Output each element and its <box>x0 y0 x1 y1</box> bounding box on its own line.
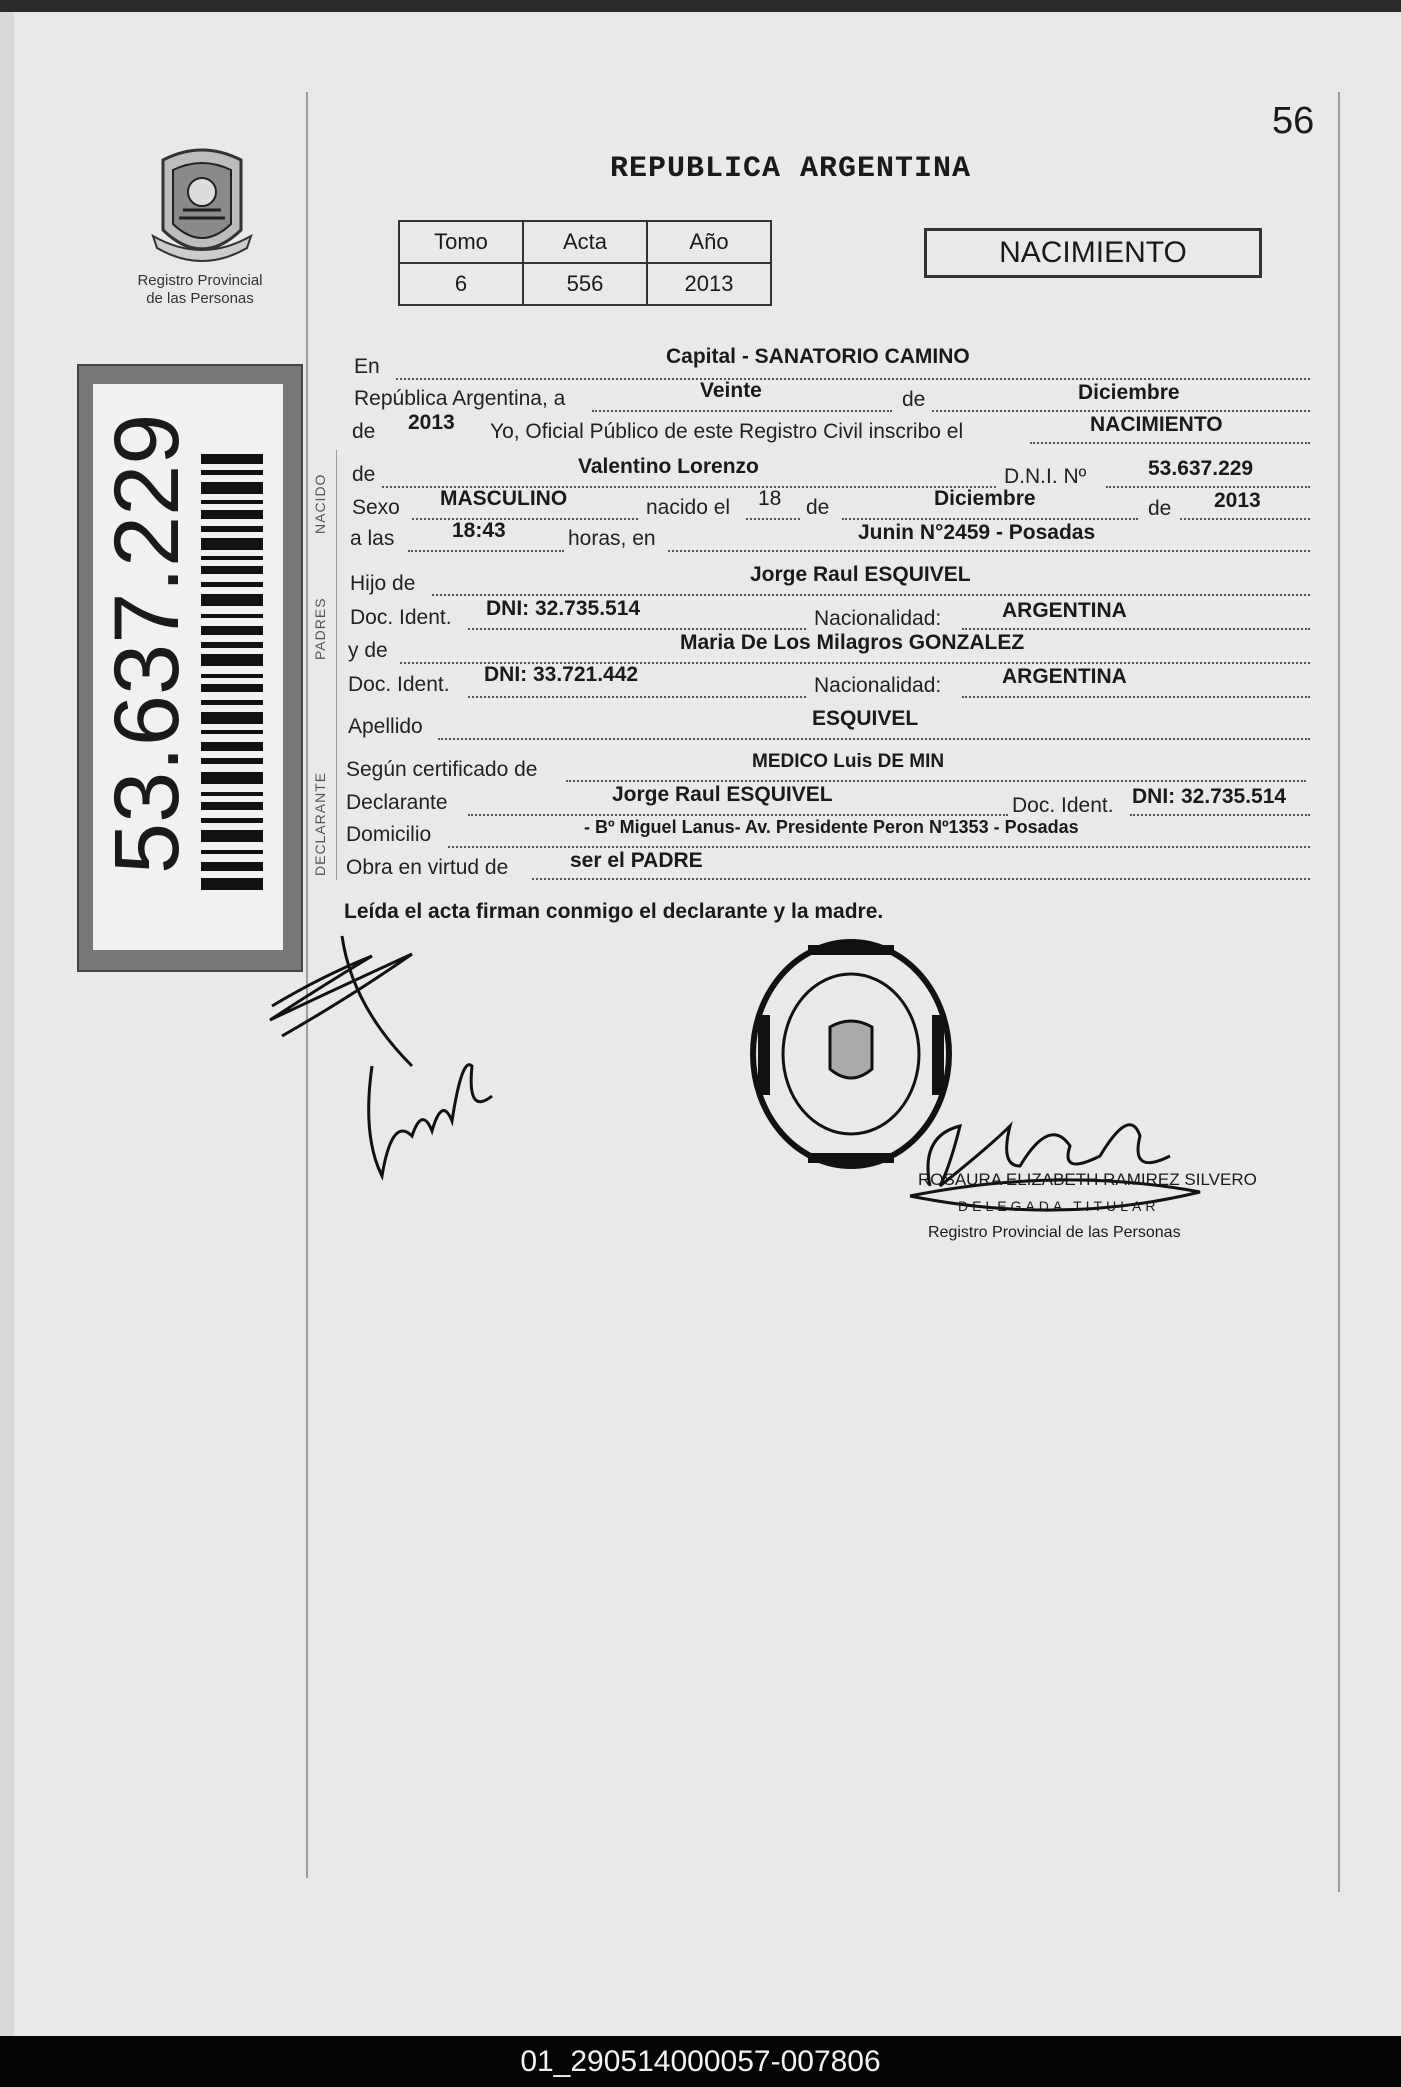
value-lugar-nacimiento: Junin N°2459 - Posadas <box>858 521 1096 544</box>
label-nacionalidad-padre: Nacionalidad: <box>814 607 942 630</box>
label-domicilio: Domicilio <box>346 823 432 846</box>
label-de-anio: de <box>352 420 376 443</box>
header-anio: Año <box>647 221 771 263</box>
value-nac-anio: 2013 <box>1214 489 1261 512</box>
value-anio: 2013 <box>647 263 771 305</box>
value-tomo: 6 <box>399 263 523 305</box>
mother-signature-icon <box>352 1036 512 1186</box>
section-label-declarante: DECLARANTE <box>312 771 328 876</box>
value-acta: 556 <box>523 263 647 305</box>
value-dni: 53.637.229 <box>1148 457 1254 480</box>
official-name: ROSAURA ELIZABETH RAMIREZ SILVERO <box>918 1170 1257 1189</box>
label-nacido-el: nacido el <box>646 496 731 519</box>
label-de-nombre: de <box>352 463 376 486</box>
label-certificado: Según certificado de <box>346 758 538 781</box>
label-hijo-de: Hijo de <box>350 572 416 595</box>
label-de-anio-nac: de <box>1148 497 1172 520</box>
section-label-nacido: NACIDO <box>312 473 328 534</box>
label-declarante-doc: Doc. Ident. <box>1012 794 1114 817</box>
value-madre: Maria De Los Milagros GONZALEZ <box>680 631 1025 654</box>
certificate-page <box>14 12 1401 2036</box>
footer-code: 01_290514000057-007806 <box>0 2036 1401 2087</box>
header-acta: Acta <box>523 221 647 263</box>
issuer-line1: Registro Provincial <box>137 272 263 289</box>
label-dni: D.N.I. Nº <box>1004 465 1087 488</box>
label-de: de <box>902 388 926 411</box>
barcode-icon <box>201 454 263 894</box>
record-table <box>398 220 772 306</box>
page-number: 56 <box>1272 100 1315 142</box>
value-inscribo: NACIMIENTO <box>1090 413 1223 436</box>
label-de-mes: de <box>806 496 830 519</box>
issuer-line2: de las Personas <box>146 290 254 307</box>
dni-sidebar-panel <box>93 384 283 950</box>
value-nac-mes: Diciembre <box>934 487 1036 510</box>
province-emblem-icon <box>143 140 261 268</box>
label-en: En <box>354 355 380 378</box>
value-hora: 18:43 <box>452 519 506 542</box>
value-mes: Diciembre <box>1078 381 1180 404</box>
value-nombre: Valentino Lorenzo <box>578 455 759 478</box>
label-y-de: y de <box>348 639 388 662</box>
value-madre-nacionalidad: ARGENTINA <box>1002 665 1127 688</box>
label-apellido: Apellido <box>348 715 423 738</box>
label-nacionalidad-madre: Nacionalidad: <box>814 674 942 697</box>
label-a-las: a las <box>350 527 395 550</box>
label-doc-ident-madre: Doc. Ident. <box>348 673 450 696</box>
header-tomo: Tomo <box>399 221 523 263</box>
label-doc-ident-padre: Doc. Ident. <box>350 606 452 629</box>
value-sexo: MASCULINO <box>440 487 568 510</box>
issuer-name <box>120 272 280 308</box>
record-type-box: NACIMIENTO <box>924 228 1262 278</box>
page-title: REPUBLICA ARGENTINA <box>610 152 972 186</box>
value-domicilio: - Bº Miguel Lanus- Av. Presidente Peron Nº1353 - Posadas <box>584 817 1079 837</box>
value-apellido: ESQUIVEL <box>812 707 919 730</box>
label-declarante: Declarante <box>346 791 448 814</box>
dni-sidebar-number: 53.637.229 <box>96 413 198 874</box>
label-sexo: Sexo <box>352 496 400 519</box>
value-padre-nacionalidad: ARGENTINA <box>1002 599 1127 622</box>
text-yo-oficial: Yo, Oficial Público de este Registro Civil inscribo el <box>490 420 964 443</box>
label-obra: Obra en virtud de <box>346 856 509 879</box>
official-role: DELEGADA TITULAR <box>958 1198 1160 1214</box>
value-certificado: MEDICO Luis DE MIN <box>752 751 945 772</box>
scan-top-edge <box>0 0 1401 12</box>
value-lugar-inscripcion: Capital - SANATORIO CAMINO <box>666 345 970 368</box>
value-obra: ser el PADRE <box>570 849 703 872</box>
value-dia: Veinte <box>700 379 762 402</box>
dni-sidebar <box>77 364 303 972</box>
value-padre-doc: DNI: 32.735.514 <box>486 597 641 620</box>
label-republica: República Argentina, a <box>354 387 566 410</box>
value-madre-doc: DNI: 33.721.442 <box>484 663 639 686</box>
label-horas-en: horas, en <box>568 527 656 550</box>
section-rule <box>336 450 337 880</box>
value-padre: Jorge Raul ESQUIVEL <box>750 563 971 586</box>
section-label-padres: PADRES <box>312 597 328 660</box>
official-org: Registro Provincial de las Personas <box>928 1224 1181 1241</box>
value-anio-inscripcion: 2013 <box>408 411 455 434</box>
right-margin-rule <box>1338 92 1340 1892</box>
value-declarante-doc: DNI: 32.735.514 <box>1132 785 1287 808</box>
value-nac-dia: 18 <box>758 487 782 510</box>
value-declarante: Jorge Raul ESQUIVEL <box>612 783 833 806</box>
closing-statement: Leída el acta firman conmigo el declarante y la madre. <box>344 900 884 923</box>
